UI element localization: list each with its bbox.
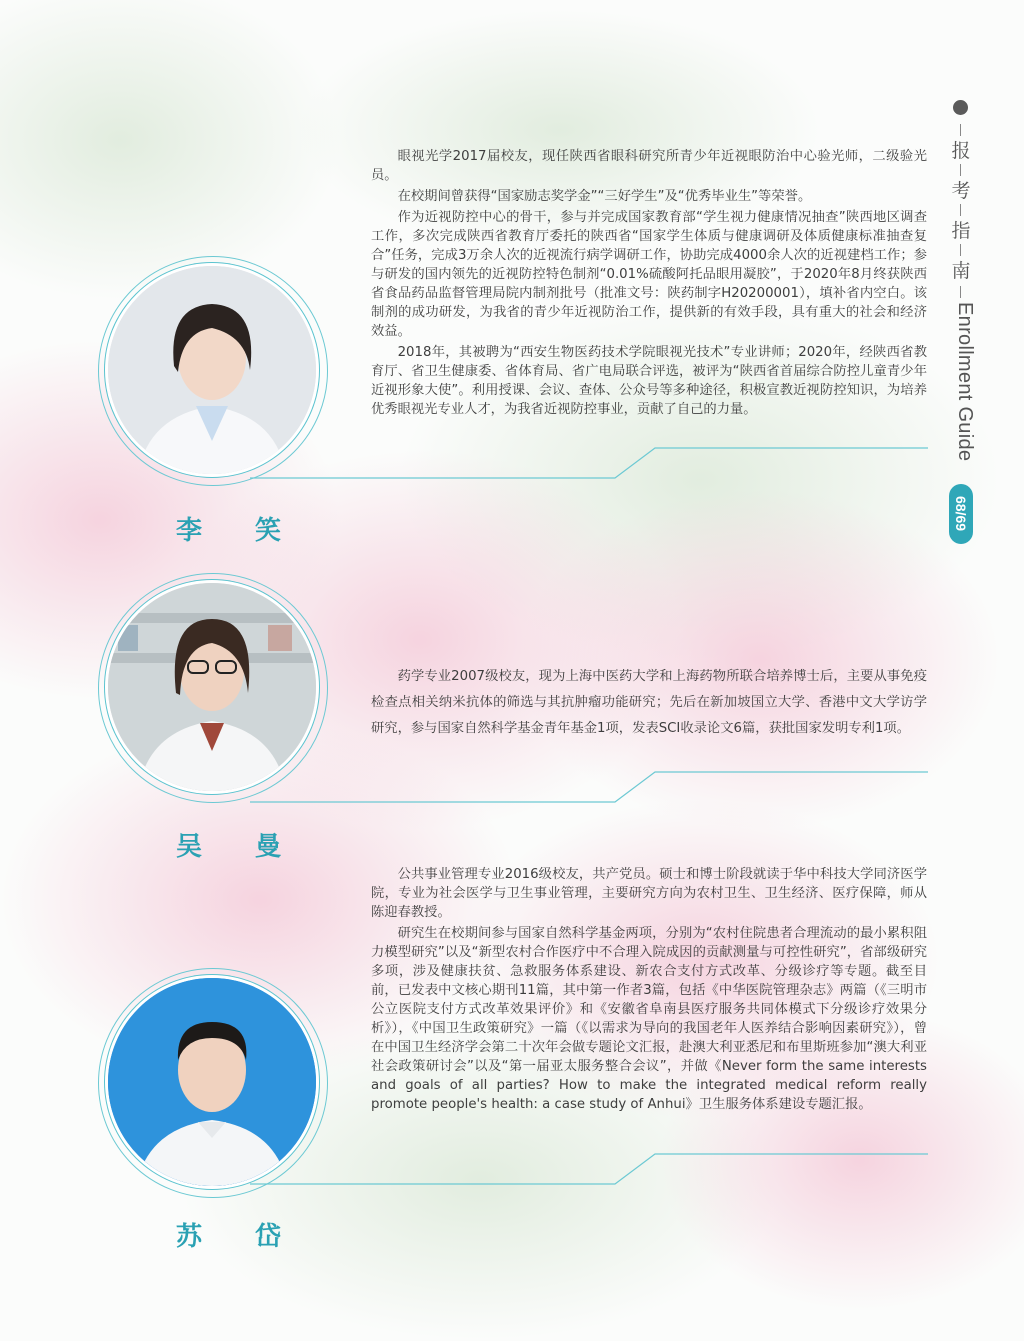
side-char: 南: [951, 260, 971, 282]
bio-paragraph: 2018年，其被聘为“西安生物医药技术学院眼视光技术”专业讲师；2020年，经陕西省教育厅、省卫生健康委、省体育局、省广电局联合评选，被评为“陕西省首届综合防控儿童青少年近视形象大使”。利用授课、会议、查体、公众号等多种途径，积极宣教近视防控知识，为培养优秀眼视光专业人才，为我省近视防控事业，贡献了自己的力量。: [371, 345, 927, 417]
alumni-name: 吴 曼: [176, 832, 304, 862]
alumni-name: 苏 岱: [176, 1222, 304, 1252]
divider-line: [250, 766, 930, 806]
alumni-bio: [371, 664, 927, 744]
bio-paragraph: 作为近视防控中心的骨干，参与并完成国家教育部“学生视力健康情况抽查”陕西地区调查工作，多次完成陕西省教育厅委托的陕西省“国家学生体质与健康调研及体质健康标准抽查复合”任务，完成3万余人次的近视流行病学调研工作，协助完成4000余人次的近视建档工作；参与研发的国内领先的近视防控特色制剂“0.01%硫酸阿托品眼用凝胶”，于2020年8月终获陕西省食品药品监督管理局院内制剂批号（批准文号：陕药制字H20200001），填补省内空白。该制剂的成功研发，为我省的青少年近视防治工作，提供新的有效手段，具有重大的社会和经济效益。: [371, 210, 927, 339]
bio-paragraph: 在校期间曾获得“国家励志奖学金”“三好学生”及“优秀毕业生”等荣誉。: [397, 189, 812, 204]
portrait-male-icon: [108, 978, 316, 1186]
separator: [960, 204, 961, 216]
alumni-name: 李 笑: [176, 516, 304, 546]
portrait-photo: [105, 580, 319, 794]
portrait-photo: [105, 263, 319, 477]
divider-line: [250, 440, 930, 480]
bio-paragraph: 公共事业管理专业2016级校友，共产党员。硕士和博士阶段就读于华中科技大学同济医学院，专业为社会医学与卫生事业管理，主要研究方向为农村卫生、卫生经济、医疗保障，师从陈迎春教授。: [371, 867, 927, 920]
alumni-bio: [371, 147, 927, 421]
bio-paragraph: 眼视光学2017届校友，现任陕西省眼科研究所青少年近视眼防治中心验光师，二级验光员。: [371, 149, 927, 183]
alumni-bio: [371, 865, 927, 1116]
side-char: 指: [951, 220, 971, 242]
separator: [960, 164, 961, 176]
divider-line: [250, 1150, 930, 1190]
separator: [960, 286, 961, 298]
portrait-female-lab-icon: [108, 583, 316, 791]
bio-paragraph: 研究生在校期间参与国家自然科学基金两项，分别为“农村住院患者合理流动的最小累积阻力模型研究”以及“新型农村合作医疗中不合理入院成因的贡献测量与可控性研究”，省部级研究多项，涉及健康扶贫、急救服务体系建设、新农合支付方式改革、分级诊疗等专题。截至目前，已发表中文核心期刊11篇，其中第一作者3篇，包括《中华医院管理杂志》两篇（《三明市公立医院支付方式改革效果评价》和《安徽省阜南县医疗服务共同体模式下分级诊疗效果分析》），《中国卫生政策研究》一篇（《以需求为导向的我国老年人医养结合影响因素研究》），曾在中国卫生经济学会第二十次年会做专题论文汇报，赴澳大利亚悉尼和布里斯班参加“澳大利亚社会政策研讨会”以及“第一届亚太服务整合会议”，并做《Never form the same interests and goals of all parties? How to make the integrated medical reform really promote people's health: a case study of Anhui》卫生服务体系建设专题汇报。: [371, 926, 927, 1112]
portrait-photo: [105, 975, 319, 1189]
side-char: 报: [951, 140, 971, 162]
portrait-female-icon: [108, 266, 316, 474]
bio-paragraph: 药学专业2007级校友，现为上海中医药大学和上海药物所联合培养博士后，主要从事免疫检查点相关纳米抗体的筛选与其抗肿瘤功能研究；先后在新加坡国立大学、香港中文大学访学研究，参与国家自然科学基金青年基金1项，发表SCI收录论文6篇，获批国家发明专利1项。: [371, 669, 927, 736]
side-char: 考: [951, 180, 971, 202]
english-guide-title: Enrollment Guide: [954, 302, 976, 462]
separator: [960, 244, 961, 256]
bullet-dot-icon: [953, 100, 968, 115]
page-number-badge: 68/69: [949, 484, 973, 544]
separator: [960, 124, 961, 136]
